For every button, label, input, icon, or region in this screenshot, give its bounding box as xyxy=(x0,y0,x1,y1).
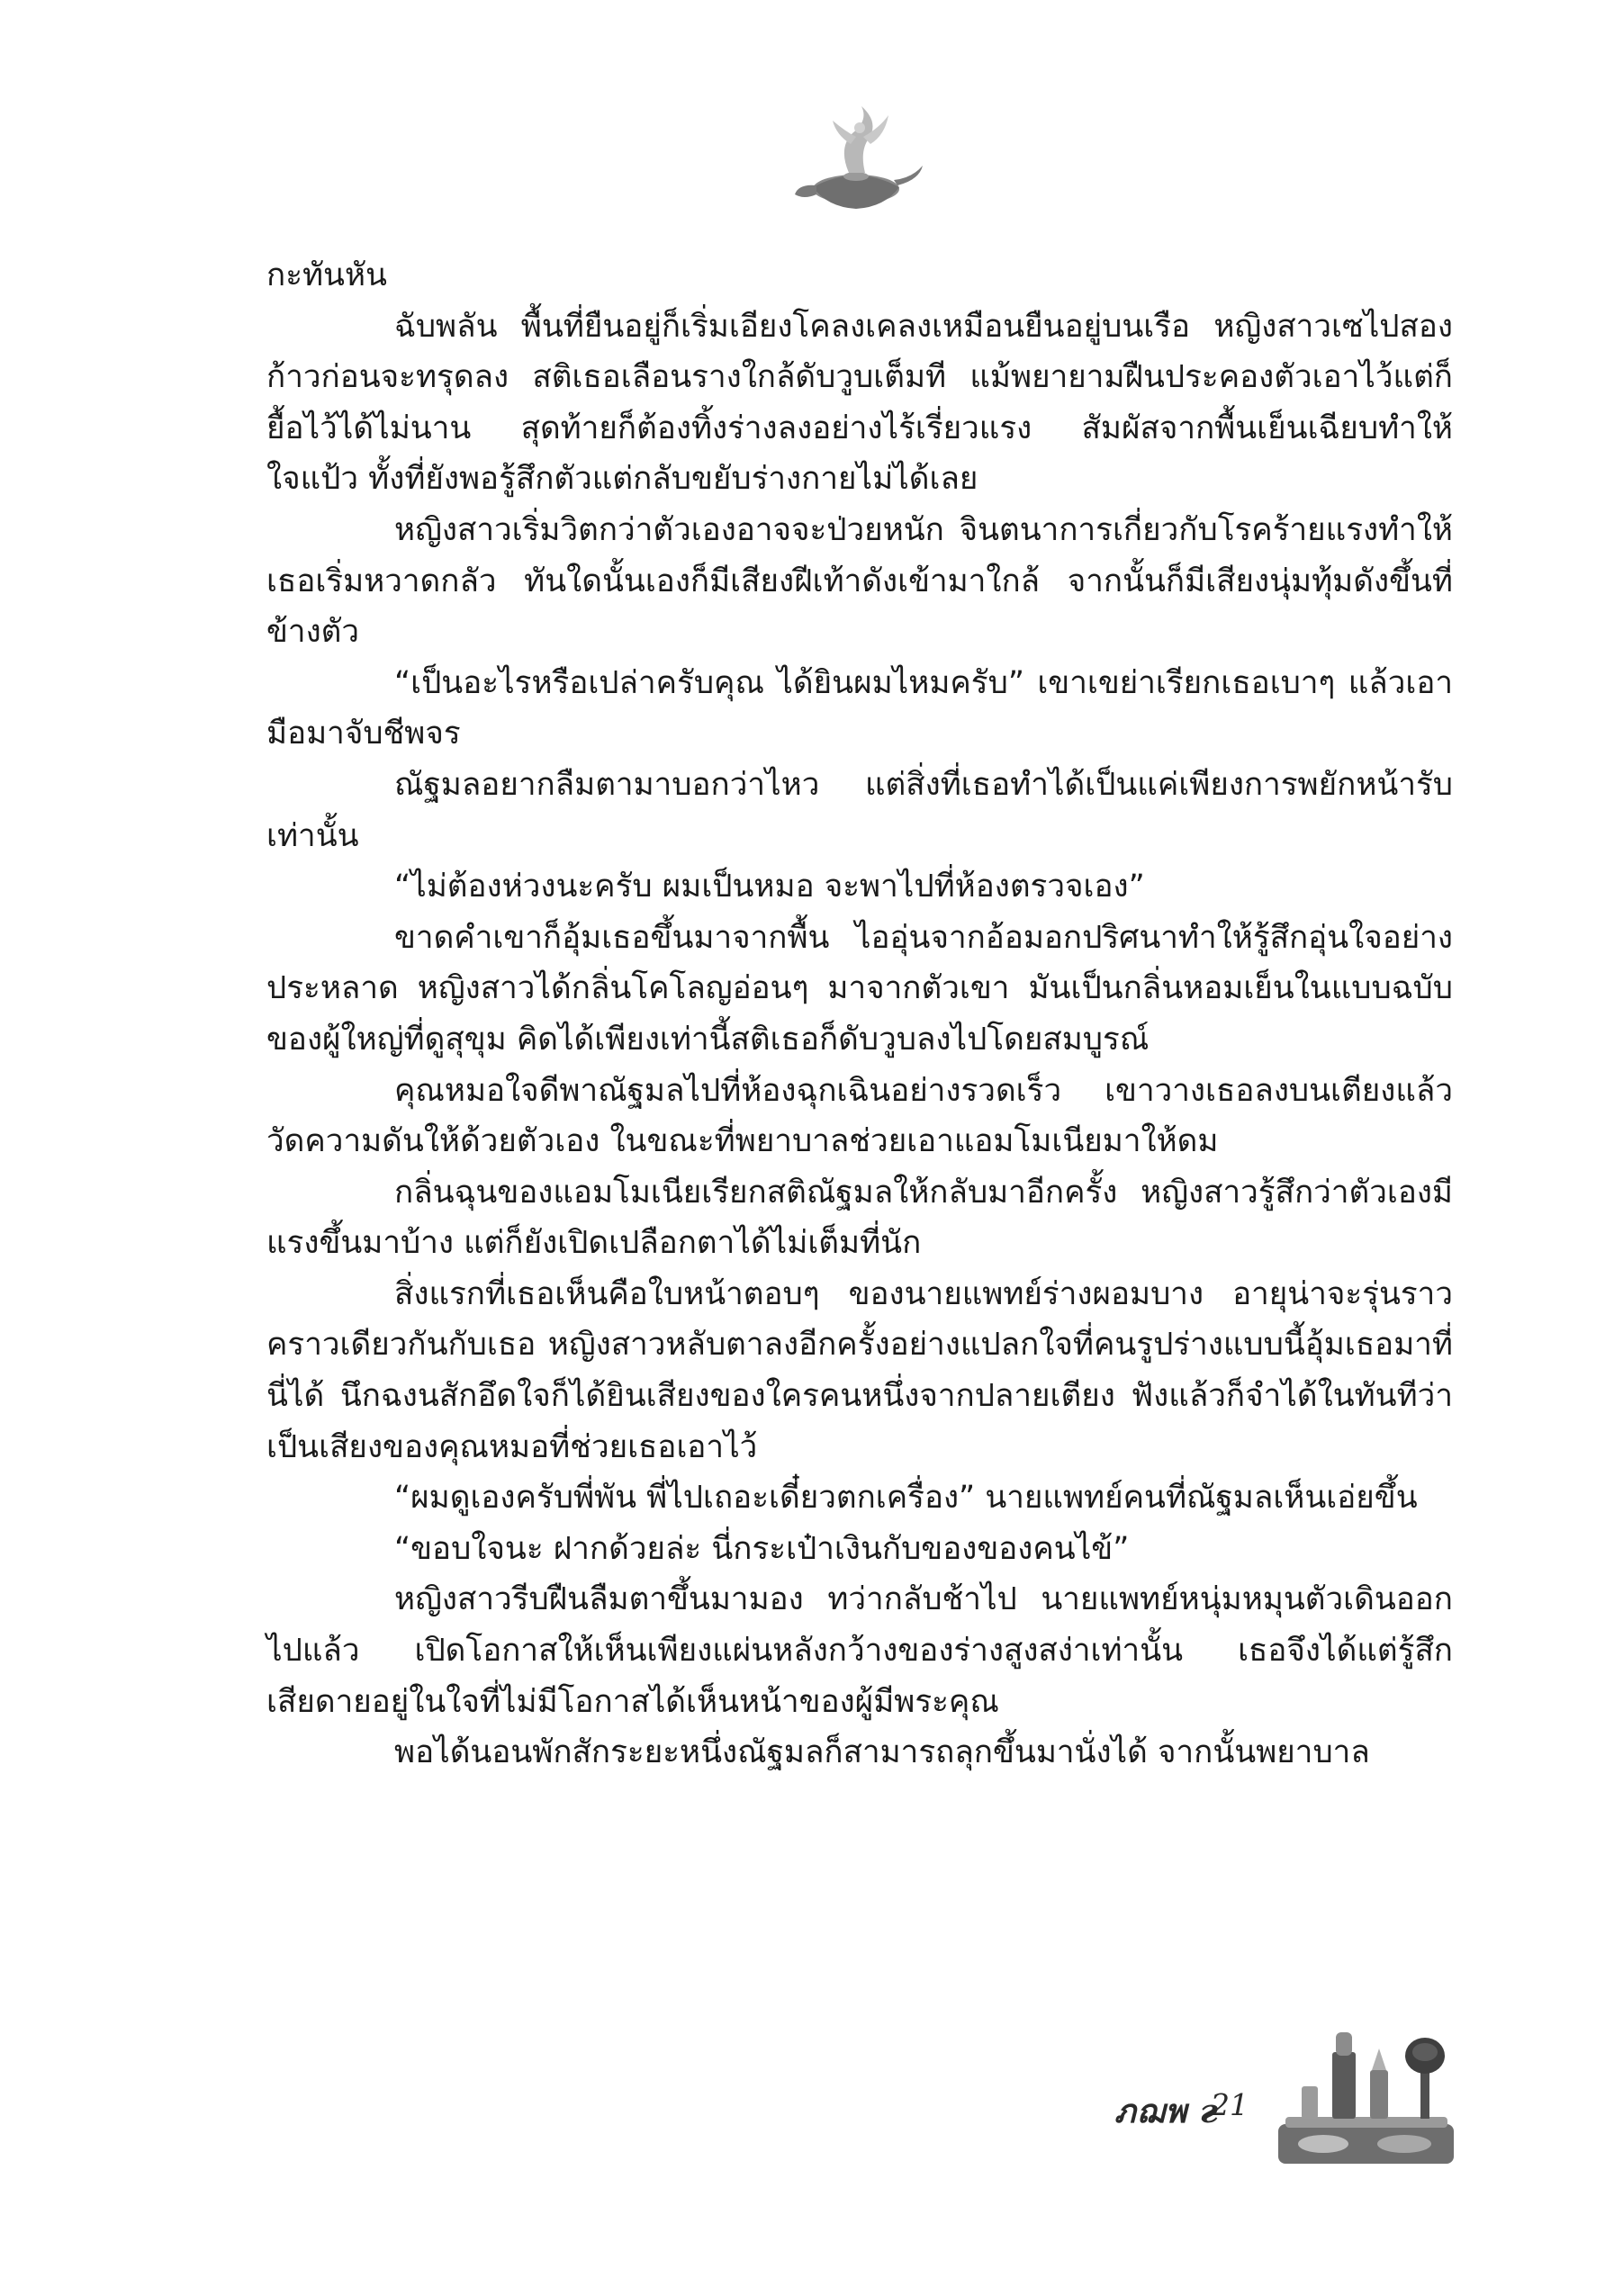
paragraph: พอได้นอนพักสักระยะหนึ่งณัฐมลก็สามารถลุกขึ้นมานั่งได้ จากนั้นพยาบาล xyxy=(394,1734,1370,1771)
paragraph: “ผมดูเองครับพี่พัน พี่ไปเถอะเดี๋ยวตกเครื่อง” นายแพทย์คนที่ณัฐมลเห็นเอ่ยขึ้น xyxy=(394,1480,1418,1517)
paragraph: คุณหมอใจดีพาณัฐมลไปที่ห้องฉุกเฉินอย่างรวดเร็ว เขาวางเธอลงบนเตียงแล้ววัดความดันให้ด้วยตัวเอง ในขณะที่พยาบาลช่วยเอาแอมโมเนียมาให้ดม xyxy=(266,1072,1453,1160)
paragraph: “ไม่ต้องห่วงนะครับ ผมเป็นหมอ จะพาไปที่ห้องตรวจเอง” xyxy=(394,869,1145,905)
genie-lamp-icon xyxy=(786,101,925,216)
paragraph: “เป็นอะไรหรือเปล่าครับคุณ ได้ยินผมไหมครับ” เขาเขย่าเรียกเธอเบาๆ แล้วเอามือมาจับชีพจร xyxy=(266,664,1453,752)
paragraph: ขาดคำเขาก็อุ้มเธอขึ้นมาจากพื้น ไออุ่นจากอ้อมอกปริศนาทำให้รู้สึกอุ่นใจอย่างประหลาด หญิงสาวได้กลิ่นโคโลญอ่อนๆ มาจากตัวเขา มันเป็นกลิ่นหอมเย็นในแบบฉบับของผู้ใหญ่ที่ดูสุขุม คิดได้เพียงเท่านี้สติเธอก็ดับวูบลงไปโดยสมบูรณ์ xyxy=(266,919,1453,1058)
running-footer-title: ภฌพ г xyxy=(1114,2093,1220,2130)
paragraph: ฉับพลัน พื้นที่ยืนอยู่ก็เริ่มเอียงโคลงเคลงเหมือนยืนอยู่บนเรือ หญิงสาวเซไปสองก้าวก่อนจะทรุดลง สติเธอเลือนรางใกล้ดับวูบเต็มที แม้พยายามฝืนประคองตัวเอาไว้แต่ก็ยื้อไว้ได้ไม่นาน สุดท้ายก็ต้องทิ้งร่างลงอย่างไร้เรี่ยวแรง สัมผัสจากพื้นเย็นเฉียบทำให้ใจแป้ว ทั้งที่ยังพอรู้สึกตัวแต่กลับขยับร่างกายไม่ได้เลย xyxy=(266,308,1453,498)
paragraph: หญิงสาวเริ่มวิตกว่าตัวเองอาจจะป่วยหนัก จินตนาการเกี่ยวกับโรคร้ายแรงทำให้เธอเริ่มหวาดกลัว ทันใดนั้นเองก็มีเสียงฝีเท้าดังเข้ามาใกล้ จากนั้นก็มีเสียงนุ่มทุ้มดังขึ้นที่ข้างตัว xyxy=(266,511,1453,651)
paragraph: กะทันหัน xyxy=(266,257,387,293)
story-text xyxy=(266,250,1453,1778)
paragraph: “ขอบใจนะ ฝากด้วยล่ะ นี่กระเป๋าเงินกับของของคนไข้” xyxy=(394,1530,1130,1567)
paragraph: ณัฐมลอยากลืมตามาบอกว่าไหว แต่สิ่งที่เธอทำได้เป็นแค่เพียงการพยักหน้ารับเท่านั้น xyxy=(266,766,1453,854)
paragraph: หญิงสาวรีบฝืนลืมตาขึ้นมามอง ทว่ากลับช้าไป นายแพทย์หนุ่มหมุนตัวเดินออกไปแล้ว เปิดโอกาสให้เห็นเพียงแผ่นหลังกว้างของร่างสูงสง่าเท่านั้น เธอจึงได้แต่รู้สึกเสียดายอยู่ในใจที่ไม่มีโอกาสได้เห็นหน้าของผู้มีพระคุณ xyxy=(266,1581,1453,1720)
page-number: 21 xyxy=(1211,2087,1249,2122)
paragraph: สิ่งแรกที่เธอเห็นคือใบหน้าตอบๆ ของนายแพทย์ร่างผอมบาง อายุน่าจะรุ่นราวคราวเดียวกันกับเธอ หญิงสาวหลับตาลงอีกครั้งอย่างแปลกใจที่คนรูปร่างแบบนี้อุ้มเธอมาที่นี่ได้ นึกฉงนสักอึดใจก็ได้ยินเสียงของใครคนหนึ่งจากปลายเตียง ฟังแล้วก็จำได้ในทันทีว่าเป็นเสียงของคุณหมอที่ช่วยเธอเอาไว้ xyxy=(266,1275,1453,1465)
cosmetics-icon xyxy=(1269,2016,1463,2169)
paragraph: กลิ่นฉุนของแอมโมเนียเรียกสติณัฐมลให้กลับมาอีกครั้ง หญิงสาวรู้สึกว่าตัวเองมีแรงขึ้นมาบ้าง แต่ก็ยังเปิดเปลือกตาได้ไม่เต็มที่นัก xyxy=(266,1174,1453,1262)
